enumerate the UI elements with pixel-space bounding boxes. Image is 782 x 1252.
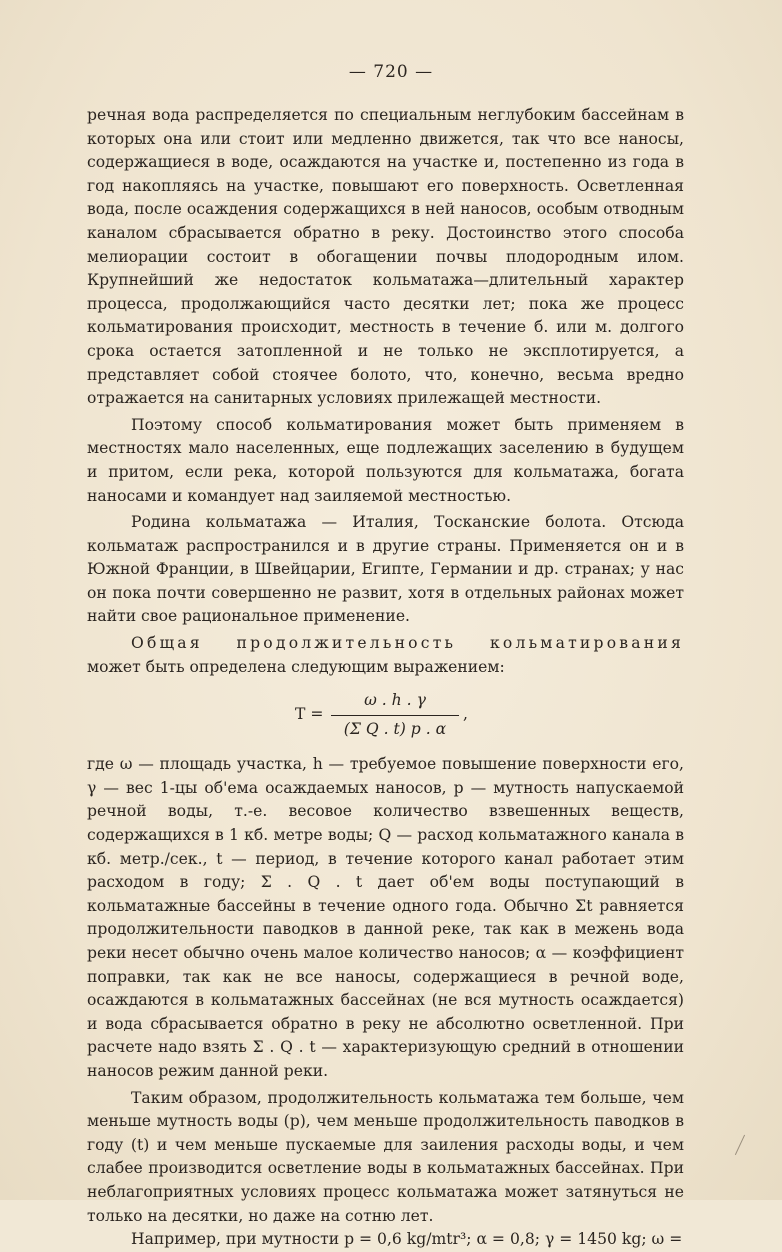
paragraph-application: Поэтому способ кольматирования может быть применяем в местностях мало населенных, еще подлежащих заселению в будущем и притом, если река, которой пользуются для кольматажа, богата наносами и командует над заиляемой местностью. bbox=[87, 415, 684, 505]
pencil-mark-icon bbox=[735, 1135, 754, 1160]
formula bbox=[87, 685, 684, 743]
formula-lhs: T = bbox=[295, 705, 324, 724]
paragraph-origin: Родина кольматажа — Италия, Тосканские болота. Отсюда кольматаж распространился и в другие страны. Применяется он и в Южной Франции, в Швейцарии, Египте, Германии и др. странах; у нас он пока почти совершенно не развит, хотя в отдельных районах может найти свое рациональное применение. bbox=[87, 513, 684, 626]
formula-denominator: (Σ Q . t) p . α bbox=[343, 719, 447, 738]
paragraph-conclusion: Таким образом, продолжительность кольматажа тем больше, чем меньше мутность воды (p), чем меньше продолжительность паводков в году (t) и чем меньше пускаемые для заиления расходы воды, и чем слабее производится осветление воды в кольматажных бассейнах. При неблагоприятных условиях процесс кольматажа может затянуться не только на десятки, но даже на сотню лет. bbox=[87, 1088, 684, 1225]
paragraph-example: Например, при мутности p = 0,6 kg/mtr³; α = 0,8; γ = 1450 kg; ω = bbox=[131, 1230, 683, 1249]
spaced-emphasis: Общая продолжительность кольматирования bbox=[131, 634, 684, 653]
formula-numerator: ω . h . γ bbox=[331, 689, 459, 716]
page-number: — 720 — bbox=[348, 62, 434, 82]
paragraph-explanation: где ω — площадь участка, h — требуемое повышение поверхности его, γ — вес 1-цы об'ема осаждаемых наносов, p — мутность напускаемой речной воды, т.-е. весовое количество взвешенных веществ, содержащихся в 1 кб. метре воды; Q — расход кольматажного канала в кб. метр./сек., t — период, в течение которого канал работает этим расходом в году; Σ . Q . t дает об'ем воды поступающий в кольматажные бассейны в течение одного года. Обычно Σt равняется продолжительности паводков в данной реке, так как в межень вода реки несет обычно очень малое количество наносов; α — коэффициент поправки, так как не все наносы, содержащиеся в речной воде, осаждаются в кольматажных бассейнах (не вся мутность осаждается) и вода сбрасывается обратно в реку не абсолютно осветленной. При расчете надо взять Σ . Q . t — характеризующую средний в отношении наносов режим данной реки. bbox=[87, 755, 684, 1080]
paragraph-duration-intro bbox=[87, 632, 684, 679]
duration-intro-rest: может быть определена следующим выражением: bbox=[87, 657, 505, 676]
formula-fraction bbox=[331, 689, 459, 741]
formula-comma: , bbox=[463, 705, 468, 724]
paragraph-continuation: речная вода распределяется по специальным неглубоким бассейнам в которых она или стоит или медленно движется, так что все наносы, содержащиеся в воде, осаждаются на участке и, постепенно из года в год накопляясь на участке, повышают его поверхность. Осветленная вода, после осаждения содержащихся в ней наносов, особым отводным каналом сбрасывается обратно в реку. Достоинство этого способа мелиорации состоит в обогащении почвы плодородным илом. Крупнейший же недостаток кольматажа—длительный характер процесса, продолжающийся часто десятки лет; пока же процесс кольматирования происходит, местность в течение б. или м. долгого срока остается затопленной и не только не эксплотируется, а представляет собой стоячее болото, что, конечно, весьма вредно отражается на санитарных условиях прилежащей местности. bbox=[87, 106, 684, 408]
body-text bbox=[87, 104, 684, 1252]
